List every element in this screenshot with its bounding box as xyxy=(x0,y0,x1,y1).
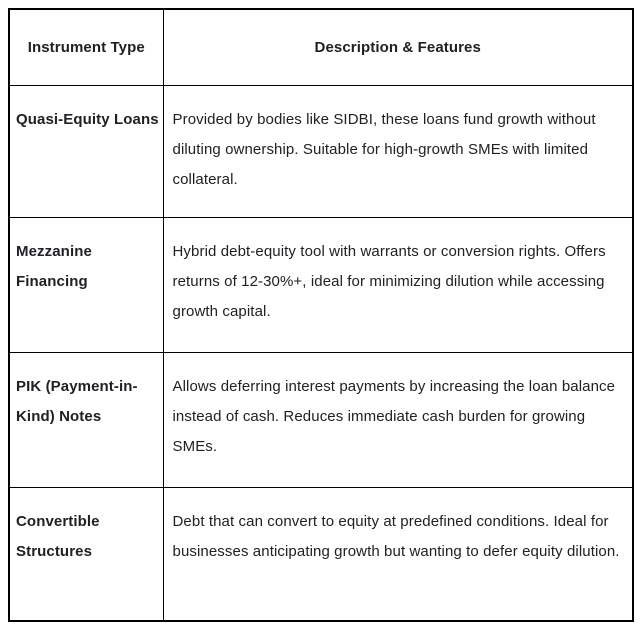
description-cell: Debt that can convert to equity at predefined conditions. Ideal for businesses anticipating growth but wanting to defer equity dilution. xyxy=(163,487,633,621)
table-row xyxy=(9,85,633,217)
header-instrument-type: Instrument Type xyxy=(9,9,163,85)
description-cell: Allows deferring interest payments by increasing the loan balance instead of cash. Reduces immediate cash burden for growing SMEs. xyxy=(163,352,633,487)
instrument-type-cell: Mezzanine Financing xyxy=(9,217,163,352)
table-row xyxy=(9,217,633,352)
instrument-type-cell: Convertible Structures xyxy=(9,487,163,621)
instrument-comparison-table xyxy=(8,8,634,622)
instrument-type-cell: Quasi-Equity Loans xyxy=(9,85,163,217)
table-header-row xyxy=(9,9,633,85)
table-row xyxy=(9,487,633,621)
header-description-features: Description & Features xyxy=(163,9,633,85)
instrument-type-cell: PIK (Payment-in-Kind) Notes xyxy=(9,352,163,487)
table-row xyxy=(9,352,633,487)
description-cell: Provided by bodies like SIDBI, these loans fund growth without diluting ownership. Suitable for high-growth SMEs with limited collateral. xyxy=(163,85,633,217)
description-cell: Hybrid debt-equity tool with warrants or conversion rights. Offers returns of 12-30%+, ideal for minimizing dilution while accessing growth capital. xyxy=(163,217,633,352)
